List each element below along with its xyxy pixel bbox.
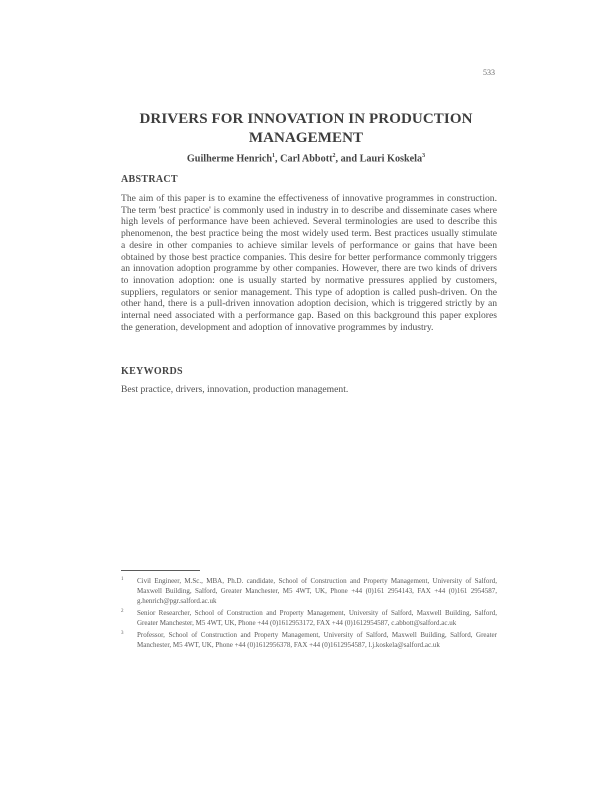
author-name: Carl Abbott: [280, 153, 333, 165]
author-affiliation-mark: 1: [272, 153, 276, 159]
footnote-text: Civil Engineer, M.Sc., MBA, Ph.D. candidate, School of Construction and Property Management, University of Salford, Maxwell Building, Salford, Greater Manchester, M5 4WT, UK, Phone +44 (0)161 2954143, FAX +44 (0)161 2954587, g.henrich@pgr.salford.ac.uk: [137, 577, 497, 605]
author-list: [100, 153, 512, 164]
keywords-heading: KEYWORDS: [121, 366, 183, 377]
author-separator: ,: [275, 153, 281, 165]
page-number: 533: [483, 68, 495, 77]
author-name: Guilherme Henrich: [186, 153, 273, 165]
keywords-text: Best practice, drivers, innovation, production management.: [121, 384, 349, 395]
paper-title: DRIVERS FOR INNOVATION IN PRODUCTION MANAGEMENT: [139, 111, 473, 146]
footnote-mark: 2: [121, 609, 124, 614]
author-affiliation-mark: 2: [332, 153, 336, 159]
author-separator: , and: [335, 153, 360, 165]
abstract-text: The aim of this paper is to examine the effectiveness of innovative programmes in construction. The term 'best practice' is commonly used in industry in to describe and disseminate cases where high levels of performance have been achieved. Several terminologies are used to describe this phenomenon, the best practice being the most widely used term. Best practices usually stimulate a desire in other companies to achieve similar levels of performance or gains that have been obtained by those best practice companies. This desire for better performance commonly triggers an innovation adoption programme by other companies. However, there are two kinds of drivers to innovation adoption: one is usually started by normative pressures applied by customers, suppliers, regulators or senior management. This type of adoption is called push-driven. On the other hand, there is a pull-driven innovation adoption decision, which is triggered strictly by an internal need associated with a performance gap. Based on this background this paper explores the generation, development and adoption of innovative programmes by industry.: [121, 193, 497, 333]
footnote: [121, 576, 497, 606]
author-affiliation-mark: 3: [422, 153, 426, 159]
abstract-heading: ABSTRACT: [121, 174, 178, 185]
footnotes: [121, 576, 497, 652]
footnote-text: Professor, School of Construction and Property Management, University of Salford, Maxwell Building, Salford, Greater Manchester, M5 4WT, UK, Phone +44 (0)1612956378, FAX +44 (0)1612954587, l.j.koskela@salford.ac.uk: [137, 631, 497, 649]
footnote-mark: 3: [121, 631, 124, 636]
footnote-text: Senior Researcher, School of Construction and Property Management, University of Salford, Maxwell Building, Salford, Greater Manchester, M5 4WT, UK, Phone +44 (0)1612953172, FAX +44 (0)1612954587, c.abbott@salford.ac.uk: [137, 609, 497, 627]
footnote: [121, 630, 497, 650]
author-name: Lauri Koskela: [359, 153, 423, 165]
footnote-mark: 1: [121, 577, 124, 582]
footnote: [121, 608, 497, 628]
footnote-rule: [121, 570, 200, 571]
